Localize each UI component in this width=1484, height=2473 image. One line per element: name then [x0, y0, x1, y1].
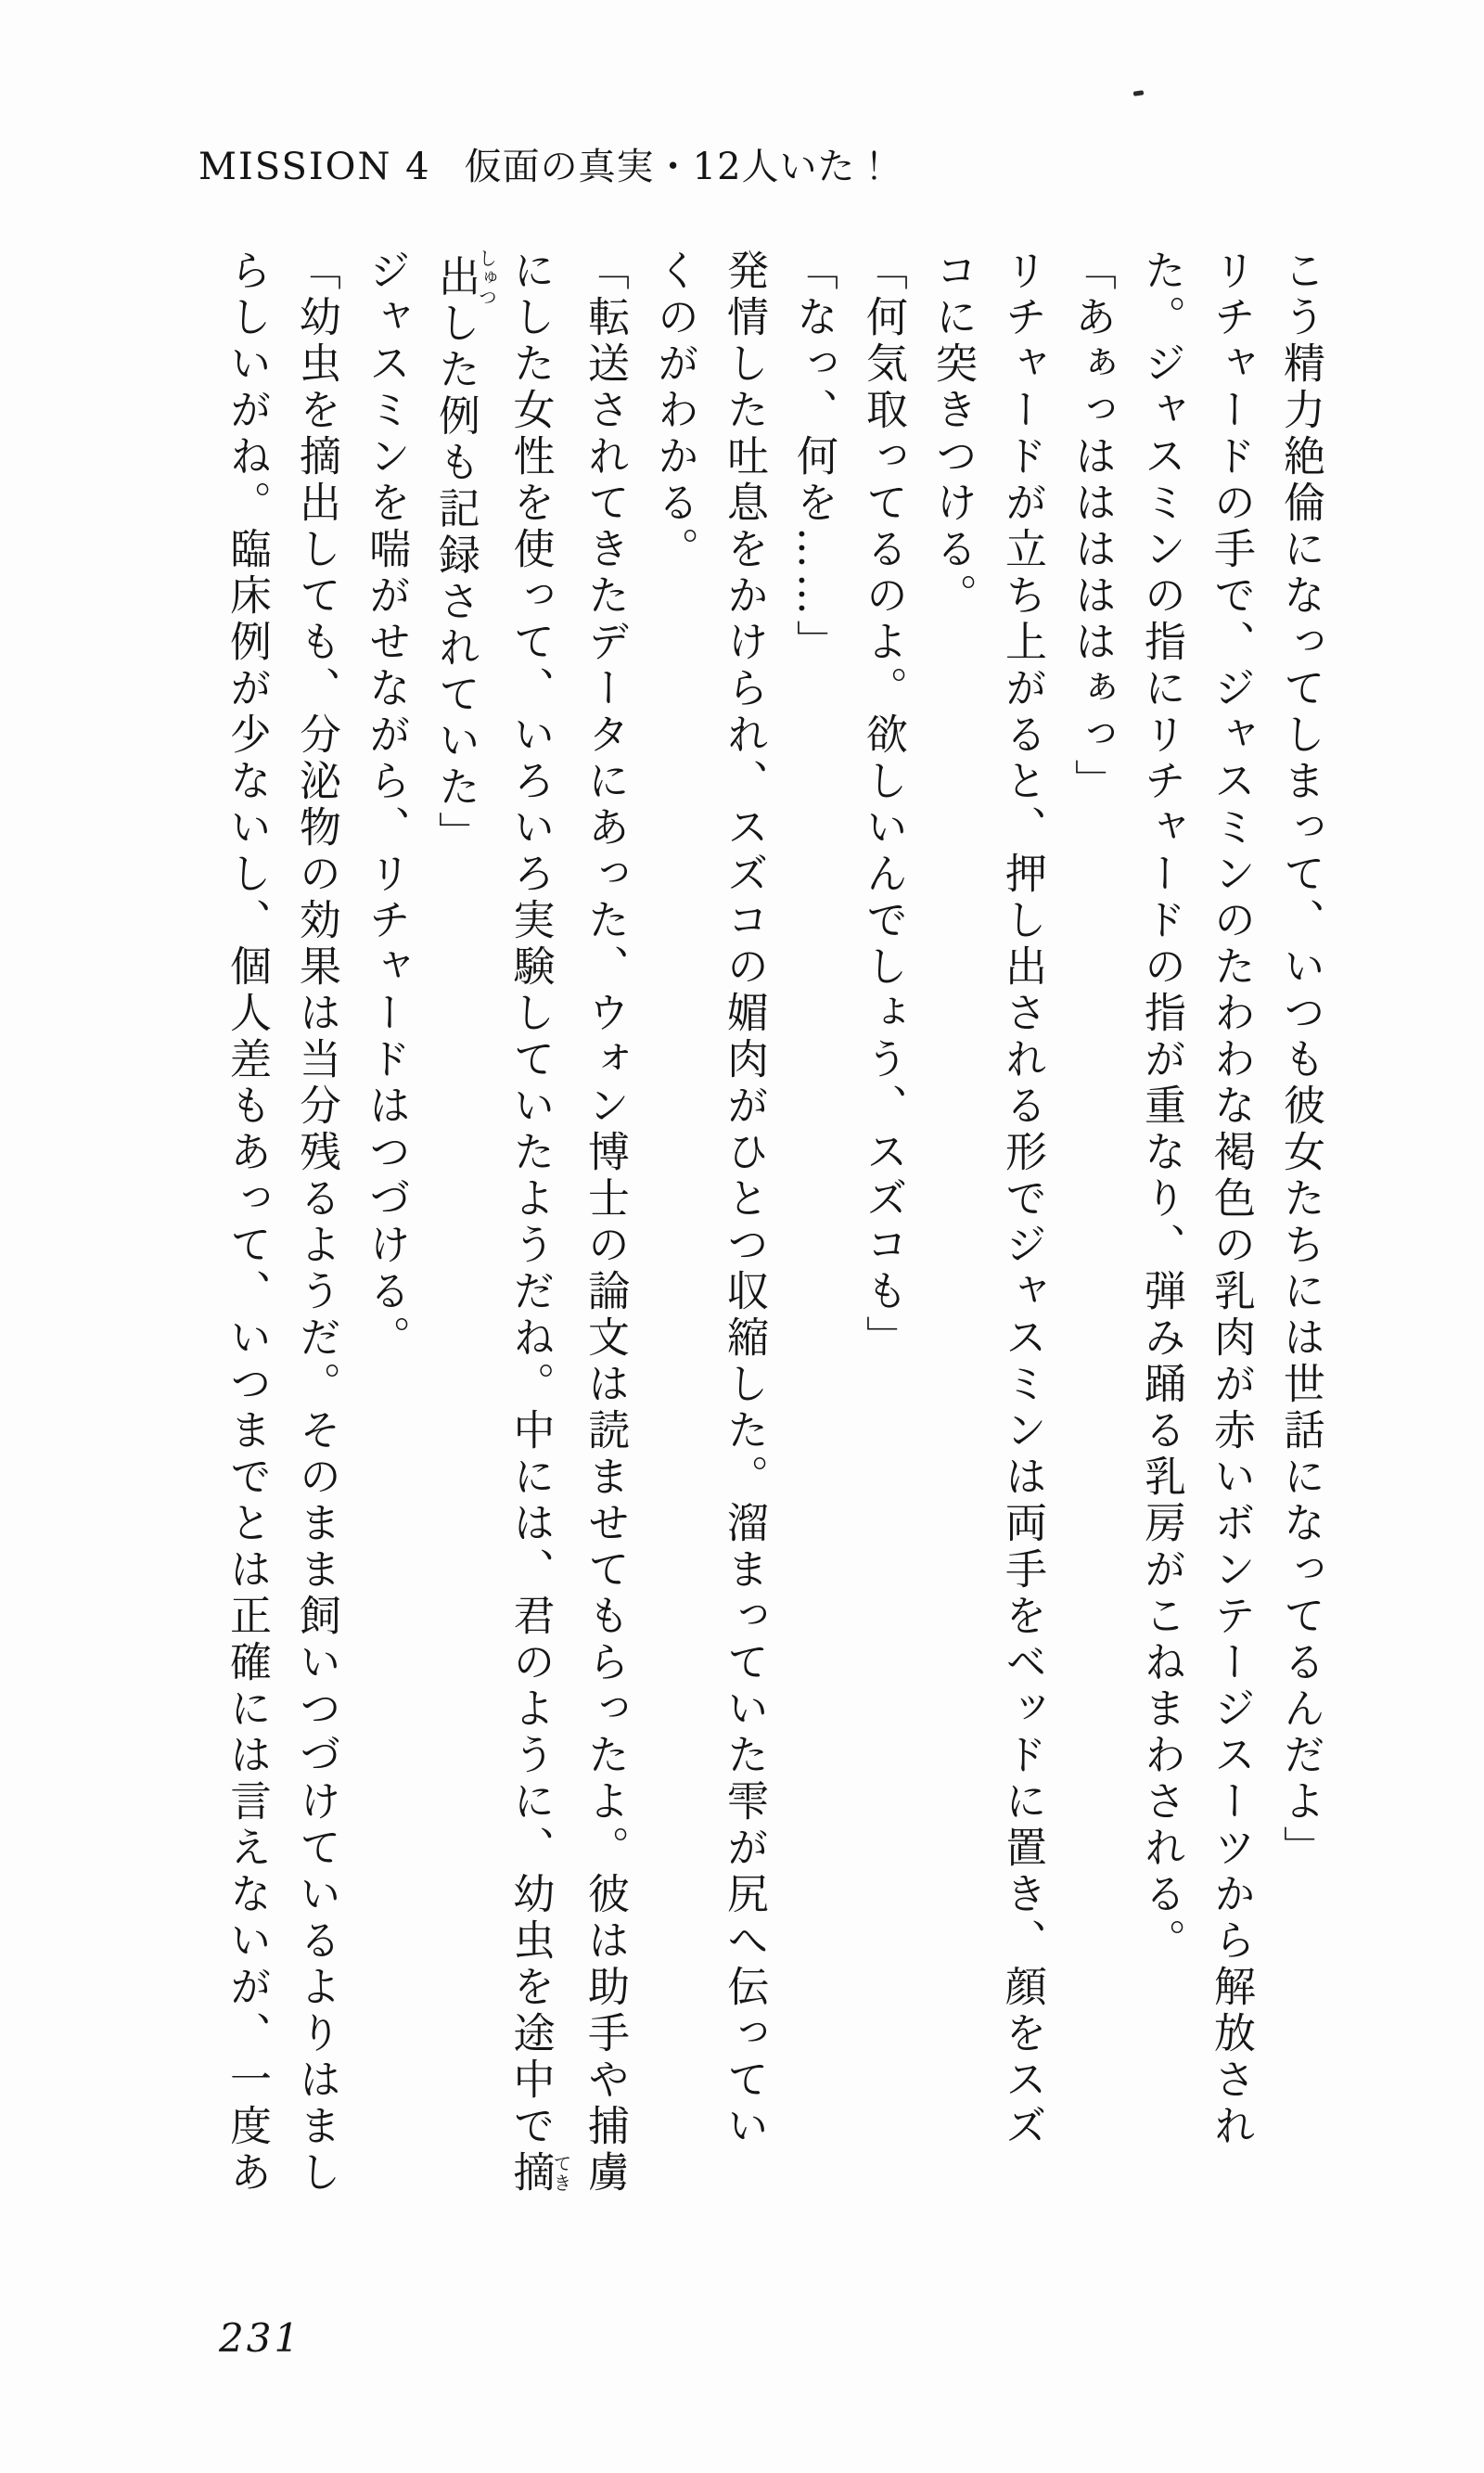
text-columns	[212, 249, 1336, 2271]
text-line: 発情した吐息をかけられ、スズコの媚肉がひとつ収縮した。溜まっていた雫が尻へ伝ってい	[720, 249, 769, 2150]
text-line: コに突きつける。	[928, 249, 978, 620]
text-line: 「あぁっはははははぁっ」	[1068, 249, 1117, 805]
ruby-annotated-text: 摘てき	[505, 2150, 572, 2197]
text-line: こう精力絶倫になってしまって、いつも彼女たちには世話になってるんだよ」	[1276, 249, 1325, 1872]
page-number: 231	[219, 2315, 302, 2361]
text-line: 「何気取ってるのよ。欲しいんでしょう、スズコも」	[859, 249, 908, 1362]
text-line: らしいがね。臨床例が少ないし、個人差もあって、いつまでとは正確には言えないが、一度あ	[223, 249, 272, 2197]
text-line: 出しゅつした例も記録されていた」	[431, 249, 498, 858]
chapter-header	[198, 148, 894, 186]
ruby-annotated-text: 出しゅつ	[431, 249, 498, 307]
chapter-title: 仮面の真実・12人いた！	[464, 146, 894, 188]
text-line: 「転送されてきたデータにあった、ウォン博士の論文は読ませてもらったよ。彼は助手や捕虜	[581, 249, 630, 2197]
text-line: リチャードが立ち上がると、押し出される形でジャスミンは両手をベッドに置き、顔をスズ	[998, 249, 1047, 2150]
text-line: にした女性を使って、いろいろ実験していたようだね。中には、君のように、幼虫を途中で摘てき	[505, 249, 572, 2197]
scan-artifact	[1133, 90, 1145, 96]
text-line: 「なっ、何を……」	[789, 249, 838, 666]
text-line: くのがわかる。	[650, 249, 699, 573]
mission-label: MISSION 4	[198, 146, 431, 188]
furigana: てき	[550, 2150, 572, 2197]
furigana: しゅつ	[475, 249, 498, 307]
text-line: リチャードの手で、ジャスミンのたわわな褐色の乳肉が赤いボンテージスーツから解放され	[1207, 249, 1256, 2150]
text-line: 「幼虫を摘出しても、分泌物の効果は当分残るようだ。そのまま飼いつづけているよりはまし	[292, 249, 341, 2197]
text-line: た。ジャスミンの指にリチャードの指が重なり、弾み踊る乳房がこねまわされる。	[1137, 249, 1186, 1965]
text-line: ジャスミンを喘がせながら、リチャードはつづける。	[362, 249, 411, 1362]
